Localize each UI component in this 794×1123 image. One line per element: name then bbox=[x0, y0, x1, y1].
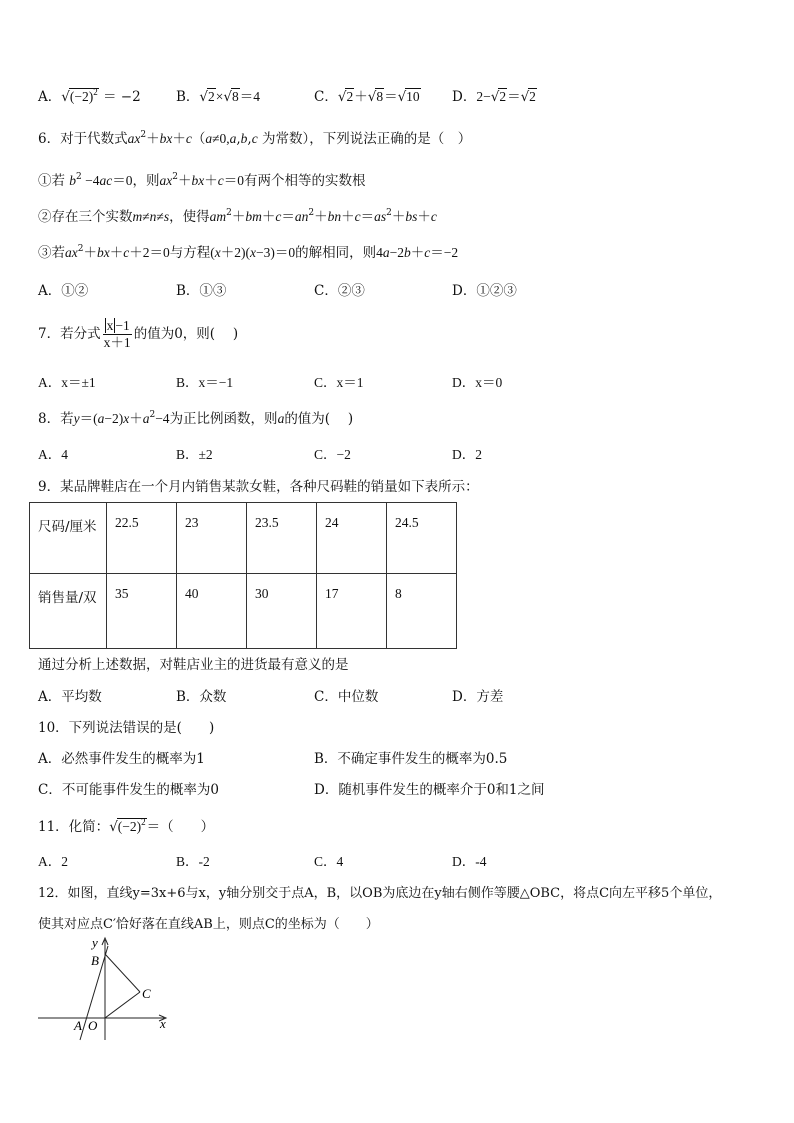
q10-option-b: B．不确定事件发生的概率为0.5 bbox=[314, 751, 508, 767]
label-y: y bbox=[92, 936, 98, 950]
q6-statement-2: ②存在三个实数m≠n≠s，使得$am^2+bm+c=an^2+bn+c=as^2+bs+c$ bbox=[38, 208, 437, 225]
q8-option-b: B．±2 bbox=[176, 447, 213, 462]
size-cell: 23.5 bbox=[247, 503, 317, 574]
q8-option-c: C．−2 bbox=[314, 447, 351, 462]
q9-stem: 9．某品牌鞋店在一个月内销售某款女鞋，各种尺码鞋的销量如下表所示： bbox=[38, 479, 479, 495]
q6-option-a: A．①② bbox=[38, 283, 89, 299]
q11-option-d: D．-4 bbox=[452, 854, 487, 869]
q5-option-c-text: C．√2＋√8＝√10 bbox=[314, 89, 420, 105]
q7-option-c: C．x＝1 bbox=[314, 375, 364, 390]
q11-stem: 11．化简：$√(-2)^2=$（ ） bbox=[38, 817, 215, 835]
q9-size-sales-table bbox=[29, 502, 457, 649]
q6-option-d: D．①②③ bbox=[452, 283, 517, 299]
q6-statement-1: ①若 $b^2 -4ac=0$，则$ax^2+bx+c=0$有两个相等的实数根 bbox=[38, 172, 366, 189]
q6-statement-3: ③若$ax^2+bx+c+2=0$与方程(x＋2)(x−3)＝0的解相同，则4a−2b＋c＝−2 bbox=[38, 244, 459, 261]
q7-option-b: B．x＝−1 bbox=[176, 375, 234, 390]
size-cell: 24 bbox=[317, 503, 387, 574]
row-header-sales: 销售量/双 bbox=[30, 574, 107, 649]
table-row-sales bbox=[30, 574, 457, 649]
q12-figure bbox=[36, 936, 172, 1044]
q12-line-2: 使其对应点C′恰好落在直线AB上，则点C的坐标为（ ） bbox=[38, 917, 379, 932]
q6-stem: 6．对于代数式$ax^2+bx+c(a\ne 0,a,b,c$ 为常数），下列说法正确的是（ ） bbox=[38, 130, 472, 147]
q5-option-b bbox=[176, 88, 260, 106]
sales-cell: 30 bbox=[247, 574, 317, 649]
table-row-sizes bbox=[30, 503, 457, 574]
label-b: B bbox=[91, 953, 99, 968]
q7-numerator: x −1 bbox=[103, 318, 132, 335]
q10-option-a: A．必然事件发生的概率为1 bbox=[38, 751, 205, 767]
q7-prefix: 7．若分式 bbox=[38, 326, 101, 342]
q9-option-d: D．方差 bbox=[452, 689, 504, 705]
q5-option-d-text: D．2−√2＝√2 bbox=[452, 89, 536, 105]
q11-radicand: $(-2)^2$ bbox=[117, 817, 146, 834]
q8-stem: 8．若$y=(a-2)x+a^2-4$为正比例函数，则a的值为( ) bbox=[38, 410, 354, 427]
q9-option-b: B．众数 bbox=[176, 689, 227, 705]
q5-option-a bbox=[38, 88, 141, 106]
q11-suffix: ＝（ ） bbox=[146, 819, 215, 835]
q9-followup: 通过分析上述数据，对鞋店业主的进货最有意义的是 bbox=[38, 657, 349, 673]
sales-cell: 17 bbox=[317, 574, 387, 649]
q12-line-1: 12．如图，直线y=3x+6与x，y轴分别交于点A，B，以OB为底边在y轴右侧作等腰△OBC，将点C向左平移5个单位， bbox=[38, 886, 722, 901]
sales-cell: 35 bbox=[107, 574, 177, 649]
q7-suffix: 的值为0，则( ) bbox=[133, 326, 239, 342]
q10-option-c: C．不可能事件发生的概率为0 bbox=[38, 782, 219, 798]
q10-stem: 10．下列说法错误的是( ) bbox=[38, 720, 215, 736]
label-o: O bbox=[88, 1018, 98, 1033]
q11-option-c: C．4 bbox=[314, 854, 344, 869]
q5-option-a-text: A．$√(-2)^2 = -2$ bbox=[38, 87, 141, 105]
q10-option-d: D．随机事件发生的概率介于0和1之间 bbox=[314, 782, 545, 798]
q8-option-d: D．2 bbox=[452, 447, 482, 462]
q11-option-b: B．-2 bbox=[176, 854, 210, 869]
q7-option-a: A．x＝±1 bbox=[38, 375, 96, 390]
label-c: C bbox=[142, 986, 151, 1001]
label-a: A bbox=[74, 1018, 82, 1033]
q5-option-c bbox=[314, 88, 421, 106]
row-header-size: 尺码/厘米 bbox=[30, 503, 107, 574]
sales-cell: 8 bbox=[387, 574, 457, 649]
sales-cell: 40 bbox=[177, 574, 247, 649]
q7-denominator: x＋1 bbox=[103, 335, 131, 350]
q5-option-d bbox=[452, 88, 537, 106]
q11-option-a: A．2 bbox=[38, 854, 68, 869]
q7-option-d: D．x＝0 bbox=[452, 375, 503, 390]
q9-option-c: C．中位数 bbox=[314, 689, 379, 705]
label-x: x bbox=[160, 1016, 166, 1031]
segment-oc bbox=[105, 992, 140, 1018]
q7-fraction bbox=[103, 318, 132, 351]
q5-option-b-text: B．√2×√8＝4 bbox=[176, 89, 261, 105]
q6-option-c: C．②③ bbox=[314, 283, 365, 299]
size-cell: 24.5 bbox=[387, 503, 457, 574]
q11-prefix: 11．化简： bbox=[38, 819, 110, 835]
size-cell: 23 bbox=[177, 503, 247, 574]
q9-option-a: A．平均数 bbox=[38, 689, 102, 705]
segment-bc bbox=[105, 954, 140, 992]
q8-option-a: A．4 bbox=[38, 447, 68, 462]
size-cell: 22.5 bbox=[107, 503, 177, 574]
q7-stem bbox=[38, 318, 238, 351]
q6-option-b: B．①③ bbox=[176, 283, 227, 299]
